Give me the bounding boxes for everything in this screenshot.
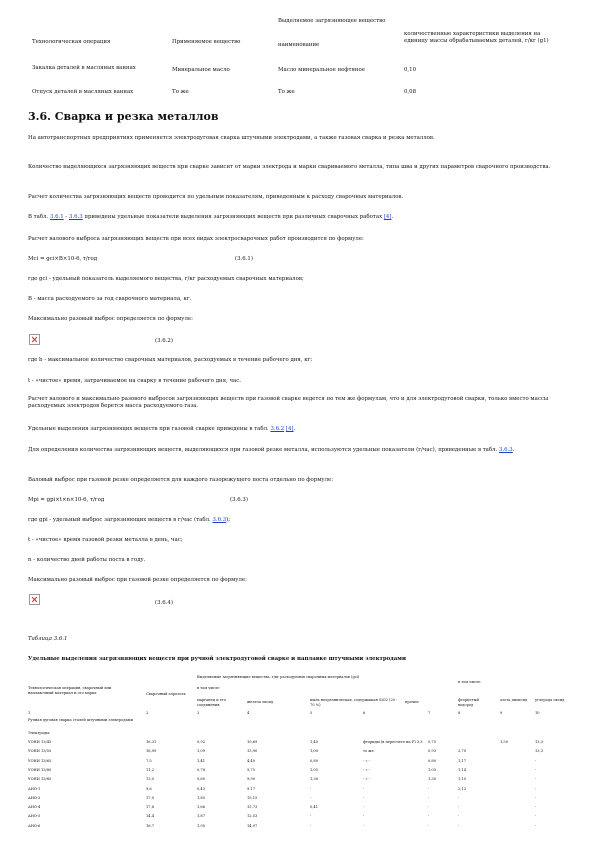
table-cell: 6: [363, 711, 366, 715]
table-cell: 15,73: [247, 805, 258, 810]
table-cell: 1,09: [197, 749, 206, 754]
table-cell: 0,60: [197, 777, 206, 782]
table-cell: 16,31: [146, 740, 157, 744]
table-cell: АНО-1: [28, 786, 41, 791]
table-cell: -: [458, 814, 460, 819]
table-top-header: Выделяемые загрязняющие вещества, г/кг расходуемых сварочных материалов (gci): [197, 675, 360, 679]
table-cell: - « -: [363, 767, 370, 772]
table-cell: 0,75: [428, 740, 437, 744]
table-cell: 7: [428, 711, 431, 715]
formula-number: (3.6.1): [235, 256, 253, 262]
text-segment: приведены удельные показатели выделения загрязняющих веществ при различных сварочных работах: [82, 214, 384, 220]
table-cell: -: [428, 814, 430, 819]
text-segment: .: [391, 214, 394, 220]
table-cell: - « -: [363, 777, 370, 782]
table-cell: 4,49: [247, 758, 256, 763]
table-cell: -: [310, 786, 312, 791]
paragraph-gas-welding-refs: [28, 426, 295, 433]
table-cell: 0,80: [428, 758, 437, 763]
table-cell: 9,90: [247, 777, 256, 782]
col-manganese-header: марганец и его соединения: [197, 698, 226, 707]
formula-image-placeholder: [29, 334, 40, 345]
table-cell: 0,80: [310, 758, 319, 763]
text-segment: .: [512, 447, 515, 453]
table-cell: 1: [28, 711, 31, 715]
table-cell: УОНИ 13/55: [28, 749, 52, 754]
paragraph: где b - максимальное количество сварочных материалов, расходуемых в течение рабочего дня, кг;: [28, 357, 313, 363]
formula-number: (3.6.3): [230, 497, 248, 503]
table-cell: 1,40: [310, 740, 319, 744]
col-material-header: Применяемое вещество: [172, 39, 241, 45]
table-cell: 9,17: [247, 786, 256, 791]
table-cell: 0,43: [197, 786, 206, 791]
table-cell: то же: [363, 749, 374, 754]
table-cell: 9,6: [146, 786, 152, 791]
top-table-row-name: То же: [278, 89, 295, 95]
table-cell: 1,30: [428, 777, 437, 782]
paragraph-gpi-ref: [28, 517, 230, 524]
table-cell: -: [458, 795, 460, 800]
table-3-6-1-link[interactable]: 3.6.1: [49, 214, 64, 220]
paragraph: Расчет валового и максимально разового выбросов загрязняющих веществ при газовой сварке ведется по тем же формулам, что и для электродуговой сварки, только вместо массы расходуемых электродов берется масса расходуемого газа.: [28, 396, 549, 409]
paragraph: где gci - удельный показатель выделяемого вещества, г/кг расходуемых сварочных материалов;: [28, 276, 304, 282]
table-cell: 17,0: [146, 795, 155, 800]
table-cell: -: [310, 823, 312, 828]
table-cell: 1,50: [500, 740, 509, 744]
table-cell: 1,30: [310, 777, 319, 782]
table-cell: -: [458, 805, 460, 810]
top-table-row-op: Отпуск деталей в масляных ваннах: [32, 89, 134, 95]
top-table-row-mat: Минеральное масло: [172, 67, 230, 73]
text-segment: В табл.: [28, 214, 50, 220]
table-cell: 0,93: [428, 749, 437, 754]
table-cell: 10: [535, 711, 540, 715]
table-cell: -: [428, 795, 430, 800]
table-3-6-2-link[interactable]: 3.6.2: [270, 426, 285, 432]
table-cell: 1,05: [428, 767, 437, 772]
table-cell: АНО-5: [28, 814, 41, 819]
table-title: Удельные выделения загрязняющих веществ при ручной электродуговой сварке и наплавке штучными электродами: [28, 656, 406, 662]
group-header: Выделяемое загрязняющее вещество: [278, 18, 386, 24]
paragraph: Количество выделяющихся загрязняющих веществ при сварке зависит от марки электрода и марки свариваемого металла, типа шва и других параметров сварочного производства.: [28, 164, 551, 170]
table-cell: -: [535, 777, 537, 782]
table-cell: 1,87: [197, 814, 206, 819]
table-cell: 1,66: [197, 805, 206, 810]
table-cell: -: [535, 795, 537, 800]
table-cell: 1,95: [197, 823, 206, 828]
table-cell: 4: [247, 711, 250, 715]
paragraph-gas-cutting-refs: [28, 447, 558, 454]
table-cell: 13,0: [146, 777, 155, 782]
formula-3-6-3: Мрi = gpi×t×n×10-6, т/год: [28, 497, 105, 503]
table-cell: 10,69: [247, 740, 258, 744]
formula-3-6-1: Мсi = gci×B×10-6, т/год: [28, 256, 98, 262]
paragraph: t - «чистое» время, затрачиваемое на сварку в течение рабочего дня, час.: [28, 378, 241, 384]
paragraph: Валовый выброс при газовой резке определяется для каждого газорежущего поста отдельно по формуле:: [28, 477, 334, 483]
text-segment: где gpi - удельный выброс загрязняющих веществ в г/час (табл.: [28, 517, 213, 523]
col-co-header: углерода оксид: [535, 698, 565, 702]
table-3-6-3-link[interactable]: 3.6.3: [212, 517, 227, 523]
table-cell: - « -: [363, 758, 370, 763]
col-char-header: количественные характеристики выделения на единицу массы обрабатываемых деталей, г/кг (g1): [404, 31, 549, 44]
table-cell: 13,90: [247, 749, 258, 754]
col-operation-header: Технологическая операция: [32, 39, 111, 45]
col-other-header: прочие: [405, 700, 419, 704]
table-cell: УОНИ 13/45: [28, 740, 52, 744]
table-cell: 16,99: [146, 749, 157, 754]
paragraph: Расчет количества загрязняющих веществ проводится по удельным показателям, приведенным к расходу сварочных материалов.: [28, 194, 404, 200]
table-cell: 1,17: [458, 758, 467, 763]
table-cell: 17,8: [146, 805, 155, 810]
col-no2-header: азота диоксид: [500, 698, 528, 702]
reference-4-link[interactable]: [4]: [285, 426, 294, 432]
formula-number: (3.6.4): [155, 600, 173, 606]
formula-image-placeholder: [29, 594, 40, 605]
table-cell: 0,41: [310, 805, 319, 810]
table-cell: 7,5: [146, 758, 152, 763]
table-cell: -: [428, 823, 430, 828]
top-table-row-mat: То же: [172, 89, 189, 95]
table-cell: 11,2: [146, 767, 155, 772]
table-cell: -: [535, 805, 537, 810]
table-cell: 13,3: [535, 740, 544, 744]
table-cell: 1,00: [310, 749, 319, 754]
table-cell: -: [458, 823, 460, 828]
paragraph: t - «чистое» время газовой резки металла в день, час;: [28, 537, 183, 543]
table-cell: -: [535, 786, 537, 791]
top-table-row-name: Масло минеральное нефтяное: [278, 67, 365, 73]
text-segment: Удельные выделения загрязняющих веществ при газовой сварке приведены в табл.: [28, 426, 271, 432]
text-segment: -: [63, 214, 69, 220]
table-cell: АНО-6: [28, 823, 41, 828]
table-cell: -: [310, 814, 312, 819]
col-dust-header: пыль неорганическая, содержащая SiO2 (20 - 70 %): [310, 698, 398, 707]
table-cell: 13,3: [535, 749, 544, 754]
formula-number: (3.6.2): [155, 338, 173, 344]
table-sub-row: Электроды:: [28, 731, 51, 735]
top-table-row-val: 0,08: [404, 89, 417, 95]
table-cell: 1,14: [458, 767, 467, 772]
table-cell: -: [428, 805, 430, 810]
table-cell: 2: [146, 711, 149, 715]
table-cell: -: [535, 823, 537, 828]
table-cell: 0,78: [197, 767, 206, 772]
table-cell: 9,75: [247, 767, 256, 772]
paragraph: В - масса расходуемого за год сварочного материала, кг.: [28, 296, 192, 302]
table-cell: -: [310, 795, 312, 800]
table-cell: 1,10: [458, 777, 467, 782]
table-cell: 12,53: [247, 814, 258, 819]
col-name-header: наименование: [278, 42, 320, 48]
col-aerosol-header: Сварочный аэрозоль: [146, 692, 186, 696]
table-cell: 1,85: [197, 795, 206, 800]
paragraph-table-refs: [28, 214, 393, 221]
table-cell: -: [363, 823, 365, 828]
table-cell: 3: [197, 711, 200, 715]
table-cell: 5: [310, 711, 313, 715]
top-table-row-op: Закалка деталей в масляных ваннах: [32, 65, 136, 71]
paragraph: Максимально разовый выброс при газовой резке определяется по формуле:: [28, 577, 247, 583]
table-cell: 1,05: [310, 767, 319, 772]
table-cell: -: [363, 786, 365, 791]
table-cell: -: [535, 814, 537, 819]
col-iron-oxide-header: железа оксид: [247, 700, 274, 704]
table-cell: 15,15: [247, 795, 258, 800]
table-cell: -: [428, 786, 430, 791]
paragraph: Максимально разовый выброс определяется по формуле:: [28, 316, 193, 322]
top-table-row-val: 0,10: [404, 67, 417, 73]
text-segment: Для определения количества загрязняющих веществ, выделяющихся при газовой резке металла, используются удельные показатели (г/час), приведенные в табл.: [28, 447, 499, 453]
table-cell: 0,92: [197, 740, 206, 744]
table-cell: 1,41: [197, 758, 206, 763]
table-cell: УОНИ 13/80: [28, 767, 52, 772]
table-cell: 14,4: [146, 814, 155, 819]
reference-4-link[interactable]: [4]: [383, 214, 392, 220]
table-cell: фториды (в пересчете на F) 3,3: [363, 740, 423, 744]
paragraph: На автотранспортных предприятиях применяется электродуговая сварка штучными электродами, а также газовая сварка и резка металлов.: [28, 135, 435, 141]
table-cell: АНО-3: [28, 795, 41, 800]
table-cell: -: [363, 814, 365, 819]
table-3-6-3-link[interactable]: 3.6.3: [499, 447, 513, 453]
col-hf-header: фтористый водород: [458, 698, 479, 707]
text-segment: );: [226, 517, 231, 523]
table-cell: 9: [500, 711, 503, 715]
table-cell: 14,97: [247, 823, 258, 828]
paragraph: Расчет валового выброса загрязняющих веществ при всех видах электросварочных работ производится по формуле:: [28, 236, 364, 242]
table-cell: -: [363, 795, 365, 800]
table-cell: УОНИ 13/65: [28, 758, 52, 763]
table-cell: 2,13: [458, 786, 467, 791]
table-cell: -: [535, 758, 537, 763]
section-title: 3.6. Сварка и резка металлов: [28, 110, 219, 123]
table-group-row: Ручная дуговая сварка сталей штучными электродами: [28, 718, 133, 722]
table-cell: 16,7: [146, 823, 155, 828]
table-cell: УОНИ 13/85: [28, 777, 52, 782]
col-operation-header: Технологическая операция, сварочный или наплавочный материал и его марка: [28, 686, 112, 695]
table-label: Таблица 3.6.1: [28, 636, 68, 642]
table-cell: 2,70: [458, 749, 467, 754]
table-cell: -: [363, 805, 365, 810]
table-group-header: в том числе: [197, 686, 220, 690]
table-3-6-3-link[interactable]: 3.6.3: [68, 214, 83, 220]
table-cell: 8: [458, 711, 461, 715]
table-cell: -: [535, 767, 537, 772]
table-cell: АНО-4: [28, 805, 41, 810]
col-gases-header: в том числе: [458, 680, 481, 684]
text-segment: .: [293, 426, 296, 432]
paragraph: n - количество дней работы поста в году.: [28, 557, 146, 563]
